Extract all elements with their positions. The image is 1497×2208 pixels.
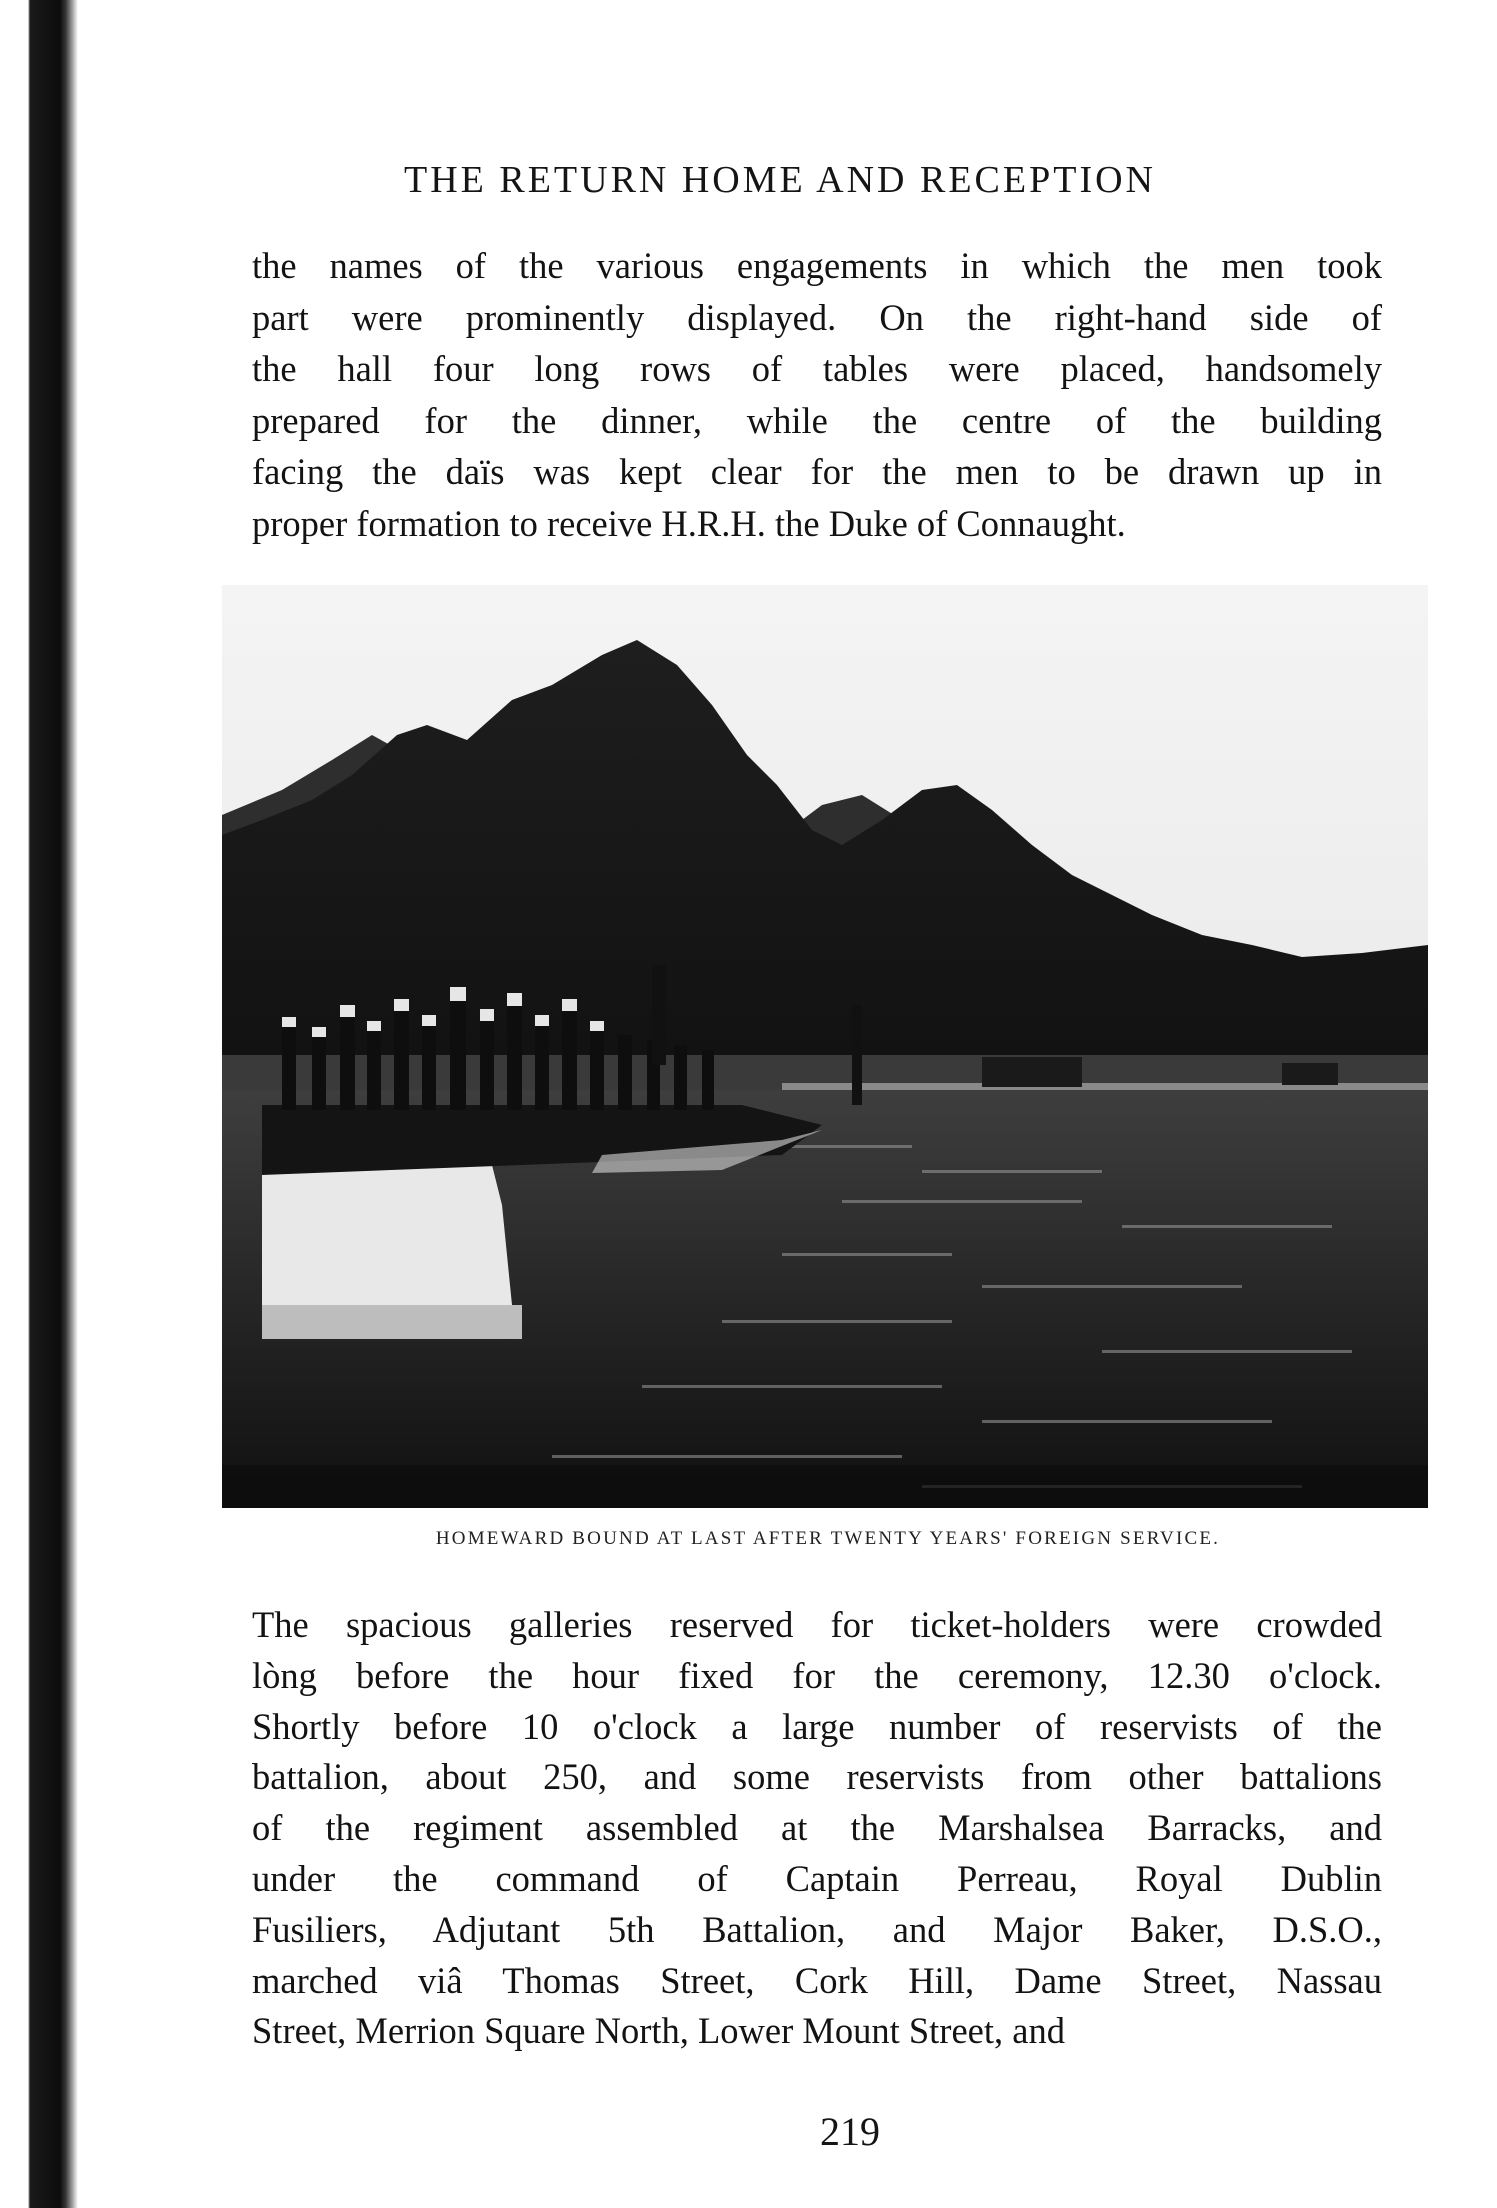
paragraph-bottom [252, 1600, 1382, 2057]
photo-funnel [652, 965, 666, 1065]
text-line: Street, Merrion Square North, Lower Mount Street, and [252, 2010, 1065, 2052]
text-line: the hall four long rows of tables were placed, handsomely [252, 348, 1382, 389]
text-line: prepared for the dinner, while the centre of the building [252, 399, 1382, 441]
photograph-troopship-departure [222, 585, 1428, 1508]
figure-caption: HOMEWARD BOUND AT LAST AFTER TWENTY YEARS' FOREIGN SERVICE. [435, 1528, 1221, 1549]
text-line: proper formation to receive H.R.H. the Duke of Connaught. [252, 502, 1126, 544]
text-line: lòng before the hour fixed for the ceremony, 12.30 o'clock. [252, 1654, 1382, 1696]
text-line: the names of the various engagements in which the men took [252, 245, 1382, 286]
page-binding-edge [0, 0, 78, 2208]
page-number: 219 [820, 2109, 880, 2154]
text-line: under the command of Captain Perreau, Royal Dublin [252, 1857, 1382, 1899]
text-line: Fusiliers, Adjutant 5th Battalion, and Major Baker, D.S.O., [252, 1908, 1382, 1950]
text-line: of the regiment assembled at the Marshalsea Barracks, and [252, 1807, 1382, 1849]
photo-distant-boat [982, 1057, 1082, 1087]
text-line: battalion, about 250, and some reservists from other battalions [252, 1756, 1382, 1798]
text-line: part were prominently displayed. On the right-hand side of [252, 296, 1382, 338]
text-line: marched viâ Thomas Street, Cork Hill, Dame Street, Nassau [252, 1959, 1382, 2001]
text-line: The spacious galleries reserved for ticket-holders were crowded [252, 1604, 1382, 1645]
photo-jetty [262, 1165, 512, 1325]
text-line: facing the daïs was kept clear for the men to be drawn up in [252, 451, 1382, 492]
text-line: Shortly before 10 o'clock a large number of reservists of the [252, 1705, 1382, 1747]
paragraph-top [252, 240, 1382, 549]
running-head: THE RETURN HOME AND RECEPTION [404, 159, 1156, 201]
